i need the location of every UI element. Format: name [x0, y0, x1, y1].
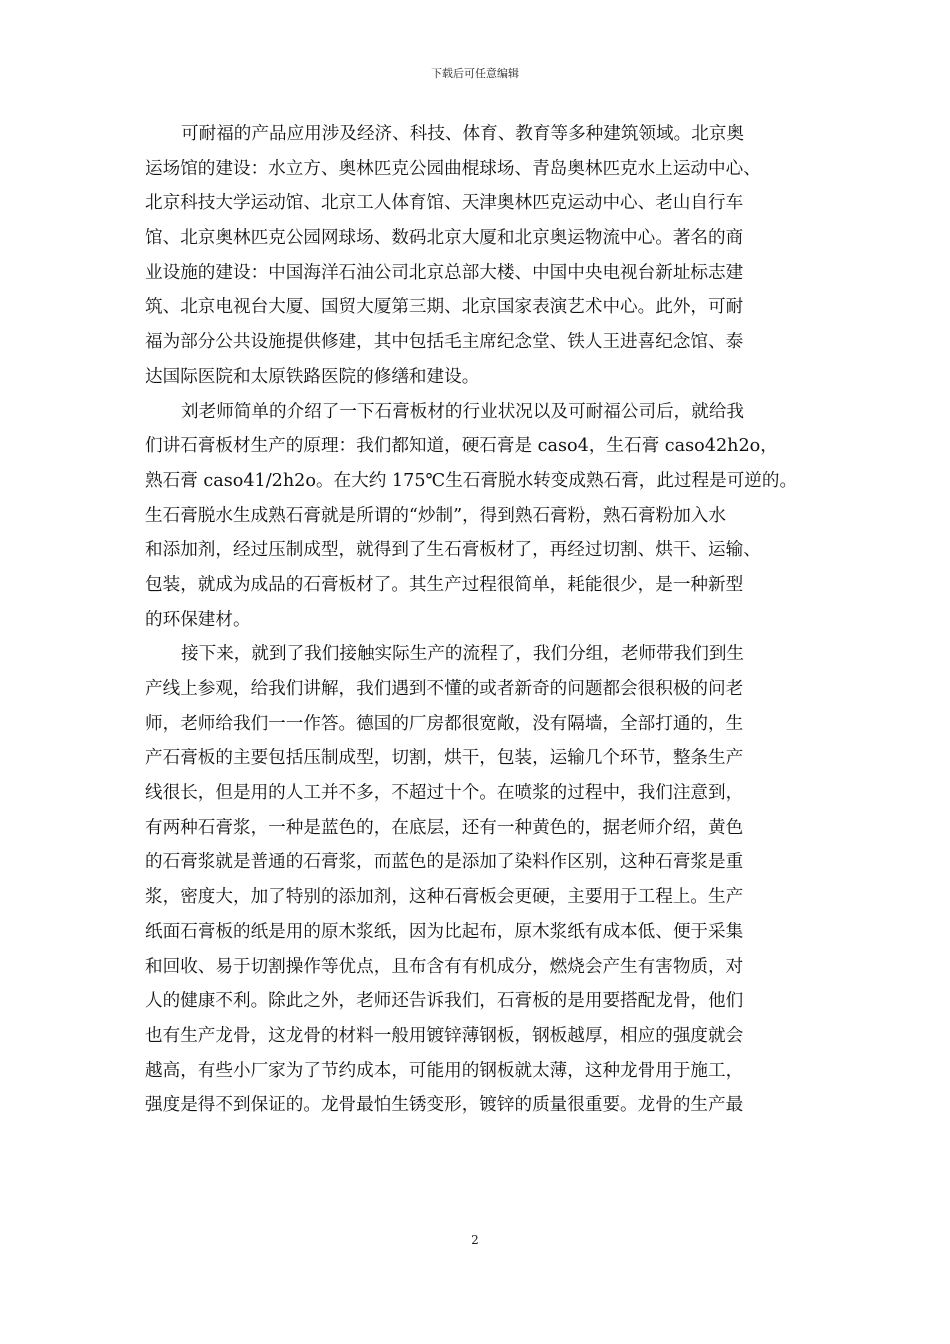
paragraph-line: 福为部分公共设施提供修建，其中包括毛主席纪念堂、铁人王进喜纪念馆、泰	[145, 332, 744, 353]
page-number: 2	[471, 1233, 479, 1247]
paragraph-line: 们讲石膏板材生产的原理：我们都知道，硬石膏是 caso4，生石膏 caso42h2o，	[145, 436, 778, 457]
paragraph-line: 也有生产龙骨，这龙骨的材料一般用镀锌薄钢板，钢板越厚，相应的强度就会	[145, 1025, 744, 1046]
paragraph-line: 和添加剂，经过压制成型，就得到了生石膏板材了，再经过切割、烘干、运输、	[145, 540, 761, 561]
paragraph-line: 浆，密度大，加了特别的添加剂，这种石膏板会更硬，主要用于工程上。生产	[145, 887, 744, 908]
paragraph-line: 师，老师给我们一一作答。德国的厂房都很宽敞，没有隔墙，全部打通的，生	[145, 713, 744, 734]
paragraph-1	[145, 117, 807, 395]
paragraph-line: 越高，有些小厂家为了节约成本，可能用的钢板就太薄，这种龙骨用于施工，	[145, 1060, 744, 1081]
paragraph-2	[145, 395, 807, 638]
paragraph-line: 刘老师简单的介绍了一下石膏板材的行业状况以及可耐福公司后，就给我	[181, 401, 745, 422]
paragraph-line: 强度是得不到保证的。龙骨最怕生锈变形，镀锌的质量很重要。龙骨的生产最	[145, 1095, 744, 1116]
document-body	[145, 117, 807, 1123]
paragraph-line: 生石膏脱水生成熟石膏就是所谓的“炒制”，得到熟石膏粉，熟石膏粉加入水	[145, 505, 726, 526]
paragraph-line: 运场馆的建设：水立方、奥林匹克公园曲棍球场、青岛奥林匹克水上运动中心、	[145, 158, 761, 179]
paragraph-line: 包装，就成为成品的石膏板材了。其生产过程很简单，耗能很少，是一种新型	[145, 574, 744, 595]
paragraph-line: 线很长，但是用的人工并不多，不超过十个。在喷浆的过程中，我们注意到，	[145, 783, 744, 804]
paragraph-line: 接下来，就到了我们接触实际生产的流程了，我们分组，老师带我们到生	[181, 644, 745, 665]
paragraph-line: 馆、北京奥林匹克公园网球场、数码北京大厦和北京奥运物流中心。著名的商	[145, 228, 744, 249]
paragraph-line: 和回收、易于切割操作等优点，且布含有有机成分，燃烧会产生有害物质，对	[145, 956, 744, 977]
paragraph-line: 有两种石膏浆，一种是蓝色的，在底层，还有一种黄色的，据老师介绍，黄色	[145, 817, 744, 838]
paragraph-line: 筑、北京电视台大厦、国贸大厦第三期、北京国家表演艺术中心。此外，可耐	[145, 297, 744, 318]
paragraph-line: 可耐福的产品应用涉及经济、科技、体育、教育等多种建筑领域。北京奥	[181, 124, 745, 144]
paragraph-line: 纸面石膏板的纸是用的原木浆纸，因为比起布，原木浆纸有成本低、便于采集	[145, 921, 744, 942]
paragraph-line: 产石膏板的主要包括压制成型，切割，烘干，包装，运输几个环节，整条生产	[145, 748, 744, 769]
paragraph-line: 的石膏浆就是普通的石膏浆，而蓝色的是添加了染料作区别，这种石膏浆是重	[145, 852, 744, 873]
paragraph-line: 熟石膏 caso41/2h2o。在大约 175℃生石膏脱水转变成熟石膏，此过程是可逆的。	[145, 470, 798, 491]
paragraph-line: 人的健康不利。除此之外，老师还告诉我们，石膏板的是用要搭配龙骨，他们	[145, 991, 744, 1012]
paragraph-line: 达国际医院和太原铁路医院的修缮和建设。	[145, 366, 480, 387]
page-header: 下载后可任意编辑	[431, 67, 519, 80]
paragraph-line: 的环保建材。	[145, 609, 251, 630]
paragraph-line: 产线上参观，给我们讲解，我们遇到不懂的或者新奇的问题都会很积极的问老	[145, 679, 744, 699]
paragraph-3	[145, 637, 807, 1123]
paragraph-line: 北京科技大学运动馆、北京工人体育馆、天津奥林匹克运动中心、老山自行车	[145, 193, 744, 214]
paragraph-line: 业设施的建设：中国海洋石油公司北京总部大楼、中国中央电视台新址标志建	[145, 262, 744, 283]
